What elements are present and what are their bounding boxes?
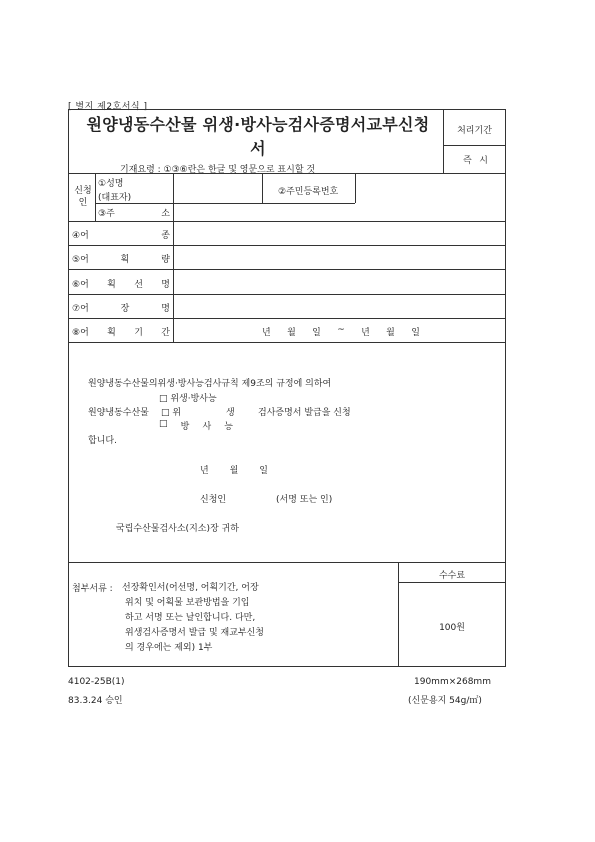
signature-note: (서명 또는 인) [276, 495, 333, 505]
recipient-text: 국립수산물검사소(지소)장 귀하 [116, 524, 239, 534]
header-mid-line [443, 145, 506, 146]
attachment-list [122, 581, 264, 656]
fishing-period-label [72, 325, 170, 338]
fishing-period-value-text [262, 325, 420, 338]
row-line [68, 318, 506, 319]
label-fragment: ~ [337, 325, 345, 335]
body-line3: 합니다. [88, 436, 117, 446]
label-fragment: ⑦어 [72, 304, 89, 314]
fishing-period-value [262, 325, 420, 338]
name-label: ①성명 [98, 179, 124, 189]
fee-value: 100원 [439, 623, 465, 633]
label-fragment: 일 [259, 466, 268, 476]
paper-type: (신문용지 54g/㎡) [408, 696, 482, 706]
attachment-line: 선장확인서(어선명, 어획기간, 어장 [122, 583, 259, 593]
label-fragment: 소 [161, 209, 170, 219]
fishing-ground-label [72, 301, 170, 314]
attachment-label: 첨부서류 : [72, 584, 113, 594]
form-code: 4102-25B(1) [68, 677, 125, 687]
form-title-line2: 서 [250, 139, 266, 158]
attachment-line: 위생검사증명서 발급 및 재교부신청 [125, 628, 264, 638]
label-fragment: ⑤어 [72, 255, 89, 265]
row-line [68, 173, 506, 174]
label-fragment: 명 [161, 304, 170, 314]
fishing-ground-text [72, 301, 170, 314]
row-line [68, 221, 506, 222]
label-fragment: 획 [120, 255, 130, 265]
label-fragment: 기 [134, 328, 143, 338]
label-fragment: 일 [312, 328, 321, 338]
label-fragment: 월 [287, 328, 296, 338]
label-fragment: 즉 [463, 156, 472, 166]
processing-period-text [463, 153, 488, 166]
label-fragment: 종 [161, 231, 170, 241]
label-fragment: 방 [180, 422, 190, 432]
catch-amount-text [72, 252, 170, 265]
processing-period-label: 처리기간 [457, 126, 492, 136]
body-line1: 원양냉동수산물의위생·방사능검사규칙 제9조의 규정에 의하여 [88, 379, 332, 389]
instructions-text: 기재요령 : ①③⑥란은 한글 및 영문으로 표시할 것 [120, 165, 316, 175]
body-line2-suffix: 검사증명서 발급을 신청 [258, 408, 351, 418]
label-fragment: 획 [107, 280, 116, 290]
vessel-name-text [72, 277, 170, 290]
label-fragment: 량 [161, 255, 170, 265]
attachment-line: 의 경우에는 제외) 1부 [125, 643, 213, 653]
row-line [68, 562, 506, 563]
application-date-text [200, 463, 268, 476]
attachment-line: 위치 및 어획물 보관방법을 기입 [125, 598, 250, 608]
form-title-line1: 원양냉동수산물 위생·방사능검사증명서교부신청 [86, 115, 430, 134]
processing-period-value [463, 153, 488, 166]
label-fragment: 선 [134, 280, 143, 290]
label-fragment: 장 [120, 304, 130, 314]
address-label [98, 206, 170, 219]
label-column-divider [173, 173, 174, 342]
label-fragment: 능 [224, 422, 233, 432]
label-fragment: 사 [202, 422, 212, 432]
attachment-line: 하고 서명 또는 날인합니다. 다만, [125, 613, 256, 623]
fishing-period-text [72, 325, 170, 338]
applicant-label [72, 185, 94, 209]
label-fragment: □ [159, 419, 168, 429]
applicant-divider [95, 173, 96, 221]
label-fragment: 월 [229, 466, 239, 476]
address-label-text [98, 206, 170, 219]
fishery-type-label [72, 228, 170, 241]
fee-label: 수수료 [438, 571, 466, 581]
label-fragment: 획 [107, 328, 116, 338]
form-title [74, 113, 442, 161]
label-fragment: ⑧어 [72, 328, 89, 338]
resident-no-divider [355, 173, 356, 203]
row-line [68, 269, 506, 270]
fishery-type-text [72, 228, 170, 241]
approval-date: 83.3.24 승인 [68, 696, 123, 706]
applicant-label-text: 신청인 [74, 186, 92, 208]
representative-label: (대표자) [98, 193, 132, 203]
vessel-name-label [72, 277, 170, 290]
label-fragment: 일 [411, 328, 420, 338]
name-divider [262, 173, 263, 203]
fee-divider-line [398, 582, 506, 583]
resident-number-label: ②주민등록번호 [278, 187, 339, 197]
option-radiation [159, 419, 233, 432]
option-radiation-text [159, 419, 233, 432]
option-hygiene-suffix: 생 [226, 408, 235, 418]
body-line2-prefix: 원양냉동수산물 [88, 408, 149, 418]
label-fragment: 월 [386, 328, 395, 338]
label-fragment: ③주 [98, 209, 115, 219]
label-fragment: 시 [479, 156, 488, 166]
row-line [68, 294, 506, 295]
row-line [95, 203, 355, 204]
row-line [68, 245, 506, 246]
applicant-signature-label: 신청인 [200, 495, 227, 505]
catch-amount-label [72, 252, 170, 265]
row-line [68, 342, 506, 343]
label-fragment: 년 [200, 466, 209, 476]
label-fragment: 명 [161, 280, 170, 290]
label-fragment: 간 [161, 328, 170, 338]
form-number-label: [ 별지 제2호서식 ] [68, 102, 148, 112]
application-date [200, 463, 268, 476]
label-fragment: ⑥어 [72, 280, 89, 290]
label-fragment: 년 [361, 328, 370, 338]
label-fragment: ④어 [72, 231, 89, 241]
paper-size: 190mm×268mm [414, 677, 491, 687]
label-fragment: 년 [262, 328, 271, 338]
option-hygiene-radiation: □ 위생·방사능 [159, 394, 217, 404]
option-hygiene: □ 위 [161, 408, 182, 418]
header-divider [443, 109, 444, 173]
